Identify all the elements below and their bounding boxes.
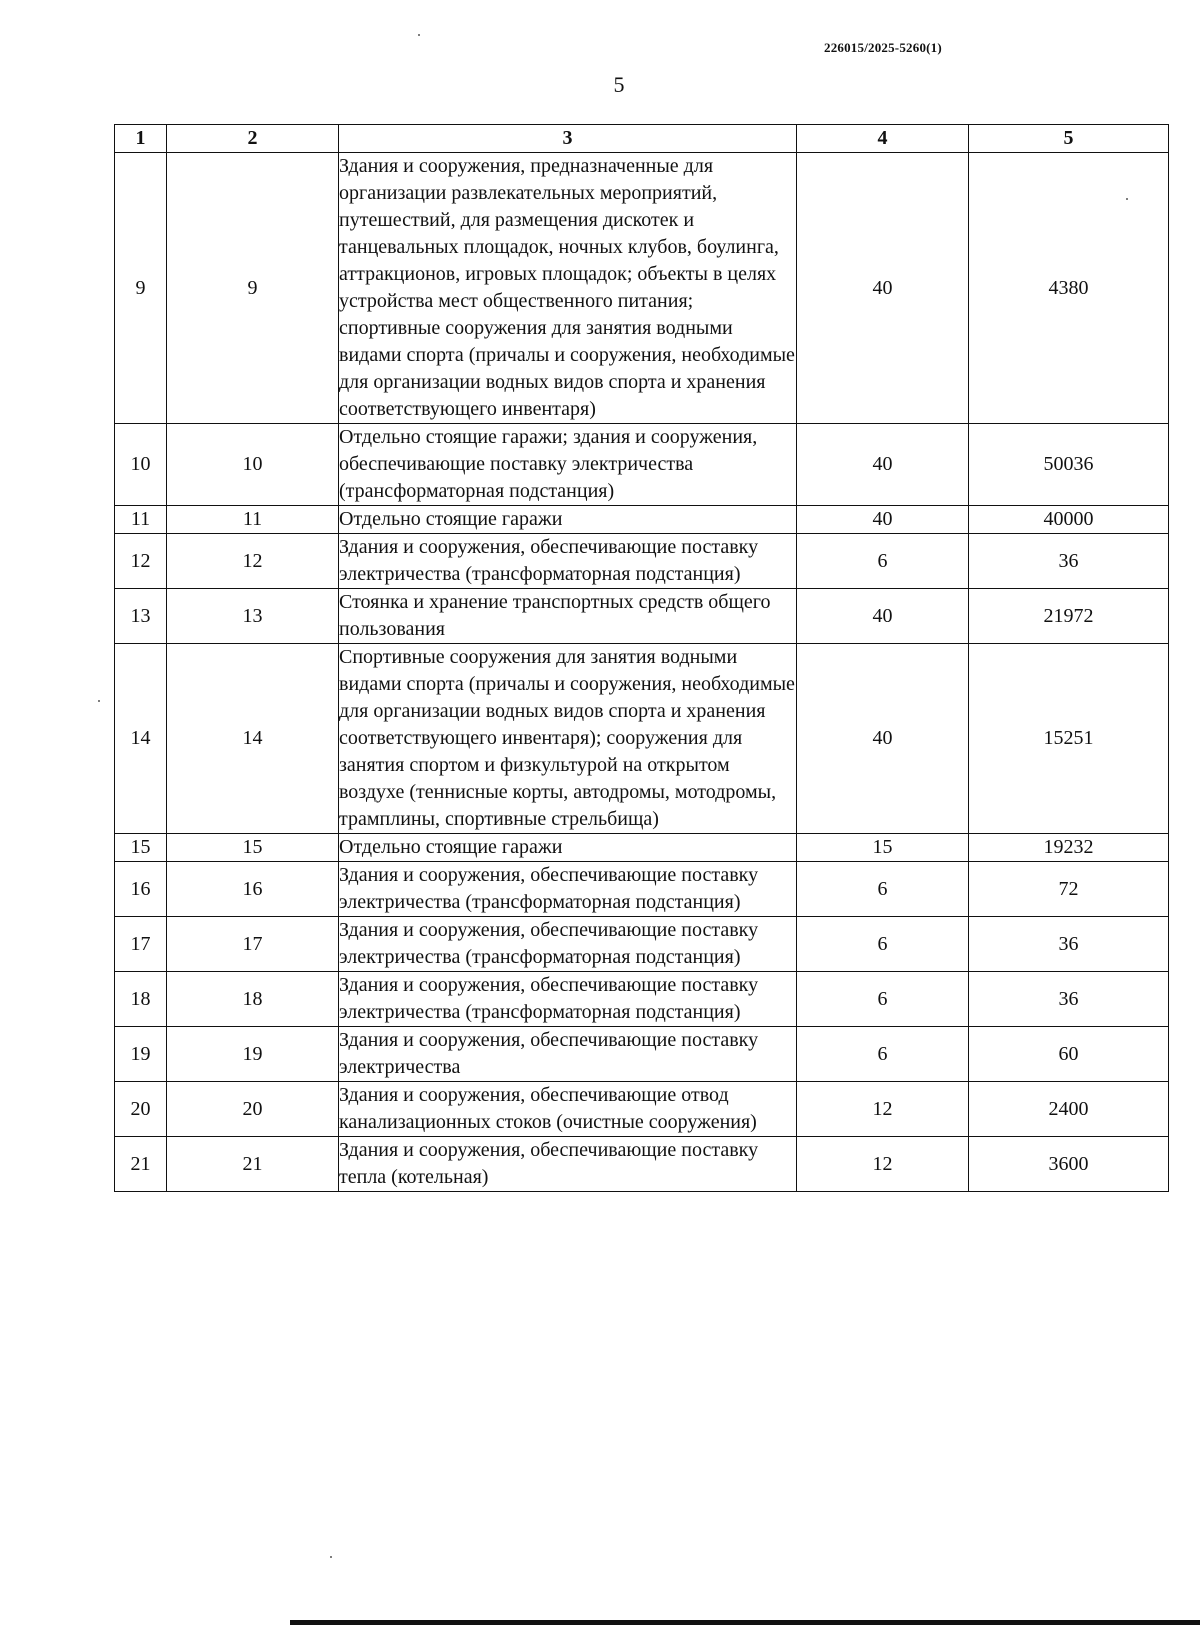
document-reference-number: 226015/2025-5260(1) xyxy=(824,40,942,55)
cell-number: 19 xyxy=(167,1027,339,1082)
cell-description: Здания и сооружения, обеспечивающие поставку электричества (трансформаторная подстанция) xyxy=(339,972,797,1027)
cell-description: Здания и сооружения, обеспечивающие поставку электричества (трансформаторная подстанция) xyxy=(339,917,797,972)
cell-number: 19 xyxy=(115,1027,167,1082)
cell-value: 3600 xyxy=(969,1137,1169,1192)
cell-value: 36 xyxy=(969,534,1169,589)
cell-value: 50036 xyxy=(969,424,1169,506)
cell-value: 40 xyxy=(797,153,969,424)
cell-number: 20 xyxy=(167,1082,339,1137)
table-row xyxy=(115,153,1169,424)
cell-value: 6 xyxy=(797,1027,969,1082)
cell-number: 10 xyxy=(167,424,339,506)
page-number: 5 xyxy=(613,72,625,97)
cell-number: 12 xyxy=(167,534,339,589)
table-row xyxy=(115,589,1169,644)
table-row xyxy=(115,506,1169,534)
cell-number: 9 xyxy=(115,153,167,424)
cell-description: Отдельно стоящие гаражи xyxy=(339,834,797,862)
cell-number: 17 xyxy=(115,917,167,972)
cell-value: 36 xyxy=(969,972,1169,1027)
cell-value: 6 xyxy=(797,862,969,917)
table-row xyxy=(115,862,1169,917)
cell-description: Здания и сооружения, обеспечивающие отвод канализационных стоков (очистные сооружения) xyxy=(339,1082,797,1137)
cell-number: 10 xyxy=(115,424,167,506)
table-row xyxy=(115,1137,1169,1192)
cell-value: 6 xyxy=(797,972,969,1027)
table-row xyxy=(115,917,1169,972)
cell-value: 6 xyxy=(797,917,969,972)
cell-value: 36 xyxy=(969,917,1169,972)
land-plots-table xyxy=(114,124,1169,1192)
scan-speck xyxy=(98,700,100,702)
cell-description: Стоянка и хранение транспортных средств общего пользования xyxy=(339,589,797,644)
cell-value: 40 xyxy=(797,644,969,834)
cell-description: Здания и сооружения, обеспечивающие поставку электричества (трансформаторная подстанция) xyxy=(339,534,797,589)
cell-number: 21 xyxy=(167,1137,339,1192)
cell-description: Здания и сооружения, предназначенные для организации развлекательных мероприятий, путешествий, для размещения дискотек и танцевальных площадок, ночных клубов, боулинга, аттракционов, игровых площадок; объекты в целях устройства мест общественного питания; спортивные сооружения для занятия водными видами спорта (причалы и сооружения, необходимые для организации водных видов спорта и хранения соответствующего инвентаря) xyxy=(339,153,797,424)
cell-value: 40000 xyxy=(969,506,1169,534)
cell-number: 17 xyxy=(167,917,339,972)
cell-value: 15251 xyxy=(969,644,1169,834)
cell-description: Здания и сооружения, обеспечивающие поставку электричества (трансформаторная подстанция) xyxy=(339,862,797,917)
cell-number: 15 xyxy=(115,834,167,862)
cell-description: Отдельно стоящие гаражи; здания и сооружения, обеспечивающие поставку электричества (трансформаторная подстанция) xyxy=(339,424,797,506)
scan-speck xyxy=(330,1556,332,1558)
cell-number: 16 xyxy=(167,862,339,917)
cell-description: Здания и сооружения, обеспечивающие поставку тепла (котельная) xyxy=(339,1137,797,1192)
scan-speck xyxy=(1126,198,1128,200)
column-header: 3 xyxy=(339,125,797,153)
cell-description: Спортивные сооружения для занятия водными видами спорта (причалы и сооружения, необходимые для организации водных видов спорта и хранения соответствующего инвентаря); сооружения для занятия спортом и физкультурой на открытом воздухе (теннисные корты, автодромы, мотодромы, трамплины, спортивные стрельбища) xyxy=(339,644,797,834)
cell-value: 60 xyxy=(969,1027,1169,1082)
cell-number: 9 xyxy=(167,153,339,424)
column-header: 5 xyxy=(969,125,1169,153)
cell-description: Здания и сооружения, обеспечивающие поставку электричества xyxy=(339,1027,797,1082)
cell-number: 11 xyxy=(115,506,167,534)
cell-value: 12 xyxy=(797,1137,969,1192)
cell-number: 12 xyxy=(115,534,167,589)
scan-edge-line xyxy=(290,1620,1200,1625)
cell-value: 15 xyxy=(797,834,969,862)
cell-value: 6 xyxy=(797,534,969,589)
column-header: 1 xyxy=(115,125,167,153)
cell-number: 18 xyxy=(115,972,167,1027)
cell-number: 21 xyxy=(115,1137,167,1192)
cell-value: 40 xyxy=(797,506,969,534)
cell-value: 21972 xyxy=(969,589,1169,644)
cell-value: 4380 xyxy=(969,153,1169,424)
cell-number: 16 xyxy=(115,862,167,917)
table-row xyxy=(115,1027,1169,1082)
cell-number: 14 xyxy=(167,644,339,834)
cell-description: Отдельно стоящие гаражи xyxy=(339,506,797,534)
cell-value: 19232 xyxy=(969,834,1169,862)
cell-number: 20 xyxy=(115,1082,167,1137)
cell-value: 40 xyxy=(797,424,969,506)
table-row xyxy=(115,972,1169,1027)
table-row xyxy=(115,644,1169,834)
column-header: 4 xyxy=(797,125,969,153)
table-row xyxy=(115,1082,1169,1137)
table-row xyxy=(115,424,1169,506)
cell-number: 14 xyxy=(115,644,167,834)
cell-number: 13 xyxy=(167,589,339,644)
cell-value: 2400 xyxy=(969,1082,1169,1137)
column-header: 2 xyxy=(167,125,339,153)
cell-value: 12 xyxy=(797,1082,969,1137)
table-row xyxy=(115,834,1169,862)
cell-number: 18 xyxy=(167,972,339,1027)
table-header-row xyxy=(115,125,1169,153)
cell-number: 13 xyxy=(115,589,167,644)
cell-number: 11 xyxy=(167,506,339,534)
cell-value: 72 xyxy=(969,862,1169,917)
scan-speck xyxy=(418,34,420,36)
cell-value: 40 xyxy=(797,589,969,644)
cell-number: 15 xyxy=(167,834,339,862)
table-row xyxy=(115,534,1169,589)
